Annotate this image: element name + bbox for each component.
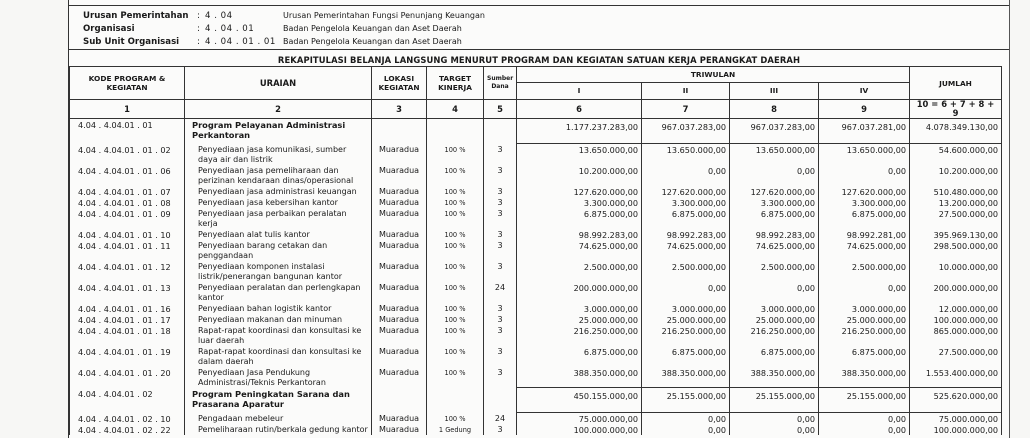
row-uraian: Penyediaan makanan dan minuman [185,314,372,325]
organisasi-label: Organisasi [83,24,135,34]
row-triwulan-3: 3.300.000,00 [730,197,819,208]
row-triwulan-4: 127.620.000,00 [819,186,910,197]
row-jumlah: 100.000.000,00 [910,314,1002,325]
row-triwulan-4: 3.000.000,00 [819,303,910,314]
row-triwulan-3: 0,00 [730,413,819,425]
row-lokasi: Muaradua [372,208,427,229]
row-triwulan-1: 200.000.000,00 [517,282,642,303]
row-target: 100 % [427,208,484,229]
row-uraian: Rapat-rapat koordinasi dan konsultasi ke dalam daerah [185,346,372,367]
row-lokasi: Muaradua [372,346,427,367]
urusan-desc: Urusan Pemerintahan Fungsi Penunjang Keuangan [283,11,485,20]
sub-unit-desc: Badan Pengelola Keuangan dan Aset Daerah [283,37,462,46]
row-sumber-dana: 3 [484,208,517,229]
row-triwulan-4: 967.037.281,00 [819,119,910,144]
row-lokasi: Muaradua [372,424,427,435]
row-uraian: Penyediaan jasa komunikasi, sumber daya air dan listrik [185,144,372,165]
row-code: 4.04 . 4.04.01 . 02 . 22 [70,424,185,435]
row-triwulan-2: 127.620.000,00 [642,186,730,197]
header-q1: I [517,82,642,99]
budget-table [69,66,1002,435]
row-triwulan-2: 0,00 [642,165,730,186]
table-body [70,119,1002,436]
row-uraian: Pemeliharaan rutin/berkala gedung kantor [185,424,372,435]
row-triwulan-1: 13.650.000,00 [517,144,642,165]
row-jumlah: 298.500.000,00 [910,240,1002,261]
row-target: 100 % [427,144,484,165]
report-title: REKAPITULASI BELANJA LANGSUNG MENURUT PROGRAM DAN KEGIATAN SATUAN KERJA PERANGKAT DAERAH [277,55,801,65]
row-triwulan-2: 0,00 [642,413,730,425]
row-triwulan-4: 98.992.281,00 [819,229,910,240]
row-triwulan-2: 25.000.000,00 [642,314,730,325]
row-triwulan-4: 388.350.000,00 [819,367,910,388]
row-code: 4.04 . 4.04.01 . 02 [70,388,185,413]
row-target: 100 % [427,303,484,314]
kegiatan-row [70,240,1002,261]
row-triwulan-3: 0,00 [730,424,819,435]
row-code: 4.04 . 4.04.01 . 01 . 08 [70,197,185,208]
header-sumber-dana: Sumber Dana [484,67,517,100]
row-triwulan-1: 74.625.000,00 [517,240,642,261]
row-uraian: Penyediaan jasa kebersihan kantor [185,197,372,208]
row-jumlah: 27.500.000,00 [910,346,1002,367]
row-triwulan-4: 6.875.000,00 [819,208,910,229]
row-triwulan-4: 0,00 [819,413,910,425]
row-code: 4.04 . 4.04.01 . 01 [70,119,185,144]
header-q2: II [642,82,730,99]
row-triwulan-2: 25.155.000,00 [642,388,730,413]
row-uraian: Penyediaan jasa perbaikan peralatan kerja [185,208,372,229]
header-q3: III [730,82,819,99]
row-code: 4.04 . 4.04.01 . 01 . 17 [70,314,185,325]
row-target: 100 % [427,229,484,240]
kegiatan-row [70,208,1002,229]
row-uraian: Rapat-rapat koordinasi dan konsultasi ke luar daerah [185,325,372,346]
row-sumber-dana: 3 [484,367,517,388]
row-triwulan-2: 6.875.000,00 [642,208,730,229]
row-lokasi: Muaradua [372,314,427,325]
row-sumber-dana: 3 [484,303,517,314]
row-sumber-dana: 3 [484,229,517,240]
row-code: 4.04 . 4.04.01 . 01 . 06 [70,165,185,186]
row-triwulan-4: 25.000.000,00 [819,314,910,325]
row-triwulan-4: 216.250.000,00 [819,325,910,346]
kegiatan-row [70,197,1002,208]
row-jumlah: 10.200.000,00 [910,165,1002,186]
column-number: 1 [70,100,185,119]
urusan-label: Urusan Pemerintahan [83,11,189,21]
header-triwulan: TRIWULAN [517,67,910,83]
row-lokasi [372,119,427,144]
row-triwulan-3: 25.155.000,00 [730,388,819,413]
row-jumlah: 395.969.130,00 [910,229,1002,240]
row-jumlah: 27.500.000,00 [910,208,1002,229]
row-lokasi: Muaradua [372,303,427,314]
row-uraian: Program Peningkatan Sarana dan Prasarana Aparatur [185,388,372,413]
row-jumlah: 54.600.000,00 [910,144,1002,165]
row-target: 100 % [427,186,484,197]
column-number: 9 [819,100,910,119]
row-target: 100 % [427,240,484,261]
header-lokasi: LOKASI KEGIATAN [372,67,427,100]
row-uraian: Penyediaan jasa pemeliharaan dan perizinan kendaraan dinas/operasional [185,165,372,186]
row-triwulan-1: 10.200.000,00 [517,165,642,186]
document-page [68,0,1010,438]
row-code: 4.04 . 4.04.01 . 01 . 09 [70,208,185,229]
row-triwulan-4: 25.155.000,00 [819,388,910,413]
row-triwulan-4: 2.500.000,00 [819,261,910,282]
row-triwulan-3: 388.350.000,00 [730,367,819,388]
row-jumlah: 12.000.000,00 [910,303,1002,314]
row-sumber-dana: 3 [484,424,517,435]
row-triwulan-1: 6.875.000,00 [517,208,642,229]
row-triwulan-1: 98.992.283,00 [517,229,642,240]
row-target: 100 % [427,346,484,367]
colon: : [197,24,200,34]
row-uraian: Penyediaan alat tulis kantor [185,229,372,240]
row-lokasi [372,388,427,413]
row-target: 100 % [427,197,484,208]
organisasi-desc: Badan Pengelola Keuangan dan Aset Daerah [283,24,462,33]
row-triwulan-2: 74.625.000,00 [642,240,730,261]
row-code: 4.04 . 4.04.01 . 01 . 11 [70,240,185,261]
row-triwulan-2: 98.992.283,00 [642,229,730,240]
row-sumber-dana: 3 [484,325,517,346]
kegiatan-row [70,424,1002,435]
row-triwulan-1: 1.177.237.283,00 [517,119,642,144]
row-triwulan-1: 127.620.000,00 [517,186,642,197]
row-triwulan-1: 388.350.000,00 [517,367,642,388]
row-sumber-dana: 3 [484,144,517,165]
row-target: 100 % [427,165,484,186]
row-triwulan-1: 6.875.000,00 [517,346,642,367]
row-sumber-dana: 3 [484,240,517,261]
row-triwulan-2: 13.650.000,00 [642,144,730,165]
row-triwulan-3: 127.620.000,00 [730,186,819,197]
row-jumlah: 865.000.000,00 [910,325,1002,346]
row-jumlah: 4.078.349.130,00 [910,119,1002,144]
column-number: 10 = 6 + 7 + 8 + 9 [910,100,1002,119]
row-sumber-dana: 3 [484,197,517,208]
row-lokasi: Muaradua [372,144,427,165]
row-code: 4.04 . 4.04.01 . 01 . 07 [70,186,185,197]
row-lokasi: Muaradua [372,282,427,303]
row-jumlah: 200.000.000,00 [910,282,1002,303]
separator-line [69,49,1009,50]
program-row [70,119,1002,144]
row-jumlah: 100.000.000,00 [910,424,1002,435]
row-triwulan-3: 6.875.000,00 [730,346,819,367]
row-triwulan-1: 450.155.000,00 [517,388,642,413]
organisasi-code: 4 . 04 . 01 [205,24,255,34]
row-triwulan-1: 3.300.000,00 [517,197,642,208]
row-lokasi: Muaradua [372,186,427,197]
column-number: 2 [185,100,372,119]
kegiatan-row [70,261,1002,282]
row-triwulan-4: 0,00 [819,282,910,303]
row-target [427,119,484,144]
kegiatan-row [70,303,1002,314]
row-triwulan-3: 3.000.000,00 [730,303,819,314]
row-triwulan-2: 967.037.283,00 [642,119,730,144]
row-triwulan-1: 3.000.000,00 [517,303,642,314]
colon: : [197,37,200,47]
row-triwulan-4: 0,00 [819,424,910,435]
row-triwulan-2: 388.350.000,00 [642,367,730,388]
colon: : [197,11,200,21]
row-triwulan-3: 0,00 [730,282,819,303]
row-target [427,388,484,413]
row-target: 100 % [427,413,484,425]
row-uraian: Penyediaan peralatan dan perlengkapan kantor [185,282,372,303]
row-code: 4.04 . 4.04.01 . 01 . 16 [70,303,185,314]
sub-unit-code: 4 . 04 . 01 . 01 [205,37,276,47]
urusan-code: 4 . 04 [205,11,233,21]
row-sumber-dana: 24 [484,413,517,425]
row-sumber-dana: 3 [484,165,517,186]
row-triwulan-2: 6.875.000,00 [642,346,730,367]
row-code: 4.04 . 4.04.01 . 01 . 20 [70,367,185,388]
column-number: 6 [517,100,642,119]
kegiatan-row [70,229,1002,240]
row-uraian: Penyediaan komponen instalasi listrik/penerangan bangunan kantor [185,261,372,282]
top-border-line [69,5,1009,6]
row-jumlah: 510.480.000,00 [910,186,1002,197]
row-target: 100 % [427,314,484,325]
row-triwulan-3: 13.650.000,00 [730,144,819,165]
row-sumber-dana [484,119,517,144]
column-number: 4 [427,100,484,119]
row-lokasi: Muaradua [372,197,427,208]
column-number-row [70,100,1002,119]
row-uraian: Penyediaan bahan logistik kantor [185,303,372,314]
row-lokasi: Muaradua [372,413,427,425]
row-uraian: Penyediaan barang cetakan dan penggandaan [185,240,372,261]
row-jumlah: 75.000.000,00 [910,413,1002,425]
row-code: 4.04 . 4.04.01 . 01 . 12 [70,261,185,282]
row-triwulan-1: 25.000.000,00 [517,314,642,325]
row-code: 4.04 . 4.04.01 . 01 . 10 [70,229,185,240]
row-code: 4.04 . 4.04.01 . 02 . 10 [70,413,185,425]
row-triwulan-3: 6.875.000,00 [730,208,819,229]
row-code: 4.04 . 4.04.01 . 01 . 19 [70,346,185,367]
row-lokasi: Muaradua [372,229,427,240]
row-triwulan-1: 2.500.000,00 [517,261,642,282]
program-row [70,388,1002,413]
row-jumlah: 525.620.000,00 [910,388,1002,413]
column-number: 8 [730,100,819,119]
row-target: 1 Gedung [427,424,484,435]
row-triwulan-3: 2.500.000,00 [730,261,819,282]
row-lokasi: Muaradua [372,367,427,388]
row-code: 4.04 . 4.04.01 . 01 . 02 [70,144,185,165]
row-triwulan-3: 25.000.000,00 [730,314,819,325]
header-kode: KODE PROGRAM & KEGIATAN [70,67,185,100]
row-code: 4.04 . 4.04.01 . 01 . 18 [70,325,185,346]
kegiatan-row [70,346,1002,367]
row-target: 100 % [427,325,484,346]
row-uraian: Pengadaan mebeleur [185,413,372,425]
row-uraian: Penyediaan Jasa Pendukung Administrasi/Teknis Perkantoran [185,367,372,388]
kegiatan-row [70,165,1002,186]
row-triwulan-3: 74.625.000,00 [730,240,819,261]
row-triwulan-2: 2.500.000,00 [642,261,730,282]
column-number: 7 [642,100,730,119]
row-jumlah: 1.553.400.000,00 [910,367,1002,388]
row-target: 100 % [427,261,484,282]
row-triwulan-2: 0,00 [642,282,730,303]
row-triwulan-2: 3.300.000,00 [642,197,730,208]
kegiatan-row [70,367,1002,388]
row-triwulan-1: 75.000.000,00 [517,413,642,425]
row-jumlah: 13.200.000,00 [910,197,1002,208]
row-sumber-dana: 3 [484,186,517,197]
row-lokasi: Muaradua [372,165,427,186]
row-triwulan-4: 6.875.000,00 [819,346,910,367]
kegiatan-row [70,314,1002,325]
row-triwulan-3: 216.250.000,00 [730,325,819,346]
sub-unit-label: Sub Unit Organisasi [83,37,180,47]
kegiatan-row [70,325,1002,346]
row-triwulan-4: 74.625.000,00 [819,240,910,261]
row-lokasi: Muaradua [372,325,427,346]
row-triwulan-2: 3.000.000,00 [642,303,730,314]
column-number: 5 [484,100,517,119]
row-triwulan-2: 0,00 [642,424,730,435]
row-sumber-dana: 3 [484,346,517,367]
row-triwulan-4: 13.650.000,00 [819,144,910,165]
kegiatan-row [70,186,1002,197]
row-triwulan-3: 98.992.283,00 [730,229,819,240]
header-q4: IV [819,82,910,99]
row-sumber-dana [484,388,517,413]
row-sumber-dana: 3 [484,314,517,325]
row-sumber-dana: 3 [484,261,517,282]
row-triwulan-4: 3.300.000,00 [819,197,910,208]
header-uraian: URAIAN [185,67,372,100]
row-sumber-dana: 24 [484,282,517,303]
row-triwulan-1: 100.000.000,00 [517,424,642,435]
row-uraian: Program Pelayanan Administrasi Perkantoran [185,119,372,144]
row-lokasi: Muaradua [372,240,427,261]
row-triwulan-3: 967.037.283,00 [730,119,819,144]
header-jumlah: JUMLAH [910,67,1002,100]
row-jumlah: 10.000.000,00 [910,261,1002,282]
row-target: 100 % [427,282,484,303]
row-target: 100 % [427,367,484,388]
row-triwulan-2: 216.250.000,00 [642,325,730,346]
kegiatan-row [70,413,1002,425]
kegiatan-row [70,282,1002,303]
kegiatan-row [70,144,1002,165]
header-target: TARGET KINERJA [427,67,484,100]
row-uraian: Penyediaan jasa administrasi keuangan [185,186,372,197]
row-lokasi: Muaradua [372,261,427,282]
row-triwulan-3: 0,00 [730,165,819,186]
column-number: 3 [372,100,427,119]
row-code: 4.04 . 4.04.01 . 01 . 13 [70,282,185,303]
row-triwulan-1: 216.250.000,00 [517,325,642,346]
row-triwulan-4: 0,00 [819,165,910,186]
